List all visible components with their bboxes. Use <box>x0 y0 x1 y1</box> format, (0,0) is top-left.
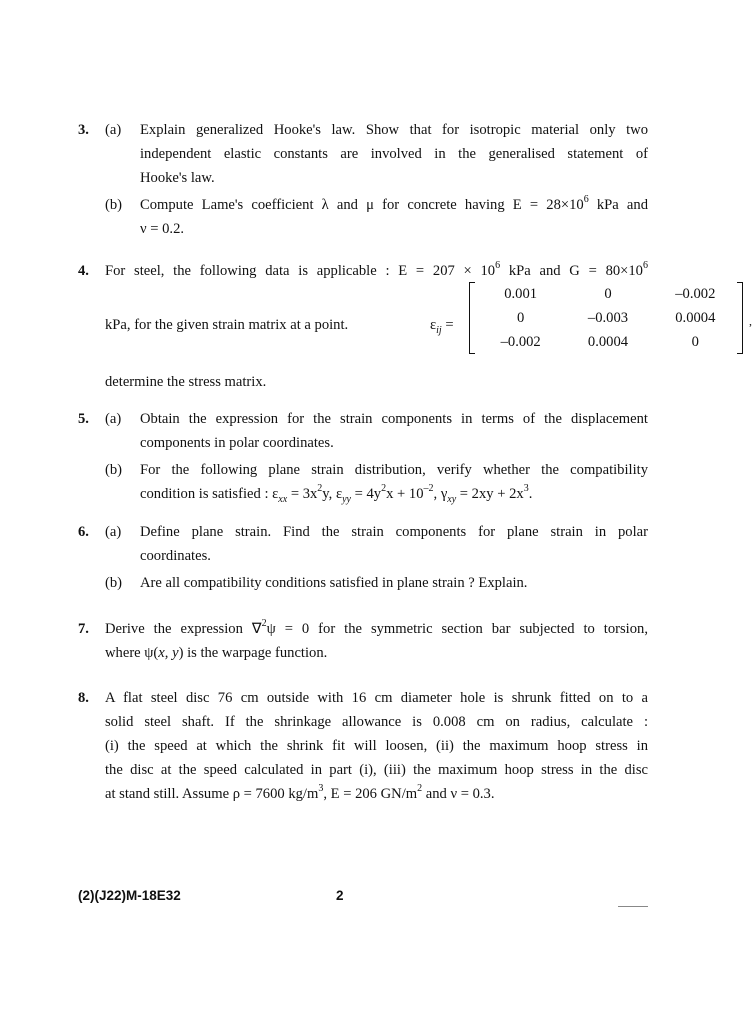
question-5b <box>78 458 648 506</box>
text-line: (i) the speed at which the shrink fit will loosen, (ii) the maximum hoop stress in <box>105 738 648 754</box>
text-line: solid steel shaft. If the shrinkage allowance is 0.008 cm on radius, calculate : <box>105 714 648 730</box>
matrix-cell: –0.002 <box>500 334 541 350</box>
matrix-cell: 0 <box>517 310 525 326</box>
part-label: (a) <box>105 411 122 427</box>
question-7 <box>78 617 648 665</box>
paper-code: (2)(J22)M-18E32 <box>78 888 181 903</box>
matrix-comma: , <box>749 314 752 328</box>
text-line: condition is satisfied : $\varepsilon_{xx} = 3x^2y$, $\varepsilon_{yy} = 4y^2x + 10^{-2}$, $\gamma_{xy} = 2xy + 2x^3$. <box>140 483 533 505</box>
matrix-row <box>477 330 739 354</box>
text-line: kPa, for the given strain matrix at a point. <box>105 317 349 333</box>
question-8-body <box>78 686 648 806</box>
matrix-cell: 0 <box>604 286 612 302</box>
text-line: components in polar coordinates. <box>140 435 334 451</box>
question-8 <box>78 686 648 806</box>
question-6b <box>78 571 648 595</box>
matrix-bracket-left <box>469 282 475 354</box>
text-line: Are all compatibility conditions satisfied in plane strain ? Explain. <box>140 575 528 591</box>
strain-matrix <box>469 282 743 352</box>
text-line: Explain generalized Hooke's law. Show that for isotropic material only two <box>140 122 648 138</box>
text-line: For steel, the following data is applicable : $E = 207 \times 10^6$ kPa and $G = 80\times 10^6$ <box>105 260 648 279</box>
matrix-row <box>477 282 739 306</box>
matrix-cell: 0.0004 <box>675 310 716 326</box>
text-line: coordinates. <box>140 548 211 564</box>
question-6a <box>78 520 648 568</box>
part-label: (b) <box>105 575 123 591</box>
question-number: 5. <box>78 411 89 427</box>
part-label: (a) <box>105 122 122 138</box>
question-7-body <box>78 617 648 665</box>
text-line: Obtain the expression for the strain components in terms of the displacement <box>140 411 648 427</box>
text-line: the disc at the speed calculated in part (i), (iii) the maximum hoop stress in the disc <box>105 762 648 778</box>
text-line: where ψ(x, y) is the warpage function. <box>105 645 328 661</box>
question-number: 6. <box>78 524 89 540</box>
question-5 <box>78 407 648 506</box>
question-4-body <box>78 259 648 283</box>
page-number: 2 <box>336 888 344 903</box>
question-number: 4. <box>78 263 89 279</box>
text-line: ν = 0.2. <box>140 221 185 237</box>
matrix-cell: 0.0004 <box>587 334 629 350</box>
text-line: For the following plane strain distribution, verify whether the compatibility <box>140 462 648 478</box>
footer-rule <box>618 906 648 907</box>
matrix-cell: 0.001 <box>504 286 538 302</box>
text-line: Derive the expression ∇$^2$ψ = 0 for the symmetric section bar subjected to torsion, <box>105 618 648 637</box>
strain-symbol: $\varepsilon_{ij}$ = <box>430 317 454 336</box>
question-4 <box>78 259 752 390</box>
matrix-cell: –0.002 <box>675 286 716 302</box>
part-label: (b) <box>105 462 123 478</box>
question-4-tail <box>78 370 648 394</box>
matrix-bracket-right <box>737 282 743 354</box>
text-line: determine the stress matrix. <box>105 374 267 390</box>
matrix-table <box>477 282 739 354</box>
text-line: Define plane strain. Find the strain components for plane strain in polar <box>140 524 648 540</box>
question-3b <box>78 193 648 241</box>
question-number: 7. <box>78 621 89 637</box>
part-label: (a) <box>105 524 122 540</box>
text-line: A flat steel disc 76 cm outside with 16 cm diameter hole is shrunk fitted on to a <box>105 690 648 706</box>
text-line: Compute Lame's coefficient λ and μ for concrete having $E = 28\times 10^6$ kPa and <box>140 194 649 213</box>
text-line: Hooke's law. <box>140 170 215 186</box>
matrix-row <box>477 306 739 330</box>
question-3a <box>78 118 648 190</box>
question-number: 8. <box>78 690 89 706</box>
text-line: at stand still. Assume ρ = 7600 $kg/m^3$, E = 206 $GN/m^2$ and ν = 0.3. <box>105 783 495 802</box>
part-label: (b) <box>105 197 123 213</box>
text-line: independent elastic constants are involved in the generalised statement of <box>140 146 648 162</box>
strain-matrix-row <box>105 286 752 350</box>
question-3 <box>78 118 648 241</box>
matrix-cell: –0.003 <box>587 310 629 326</box>
matrix-cell: 0 <box>691 334 699 350</box>
question-number: 3. <box>78 122 89 138</box>
question-5a <box>78 407 648 455</box>
question-6 <box>78 520 648 595</box>
